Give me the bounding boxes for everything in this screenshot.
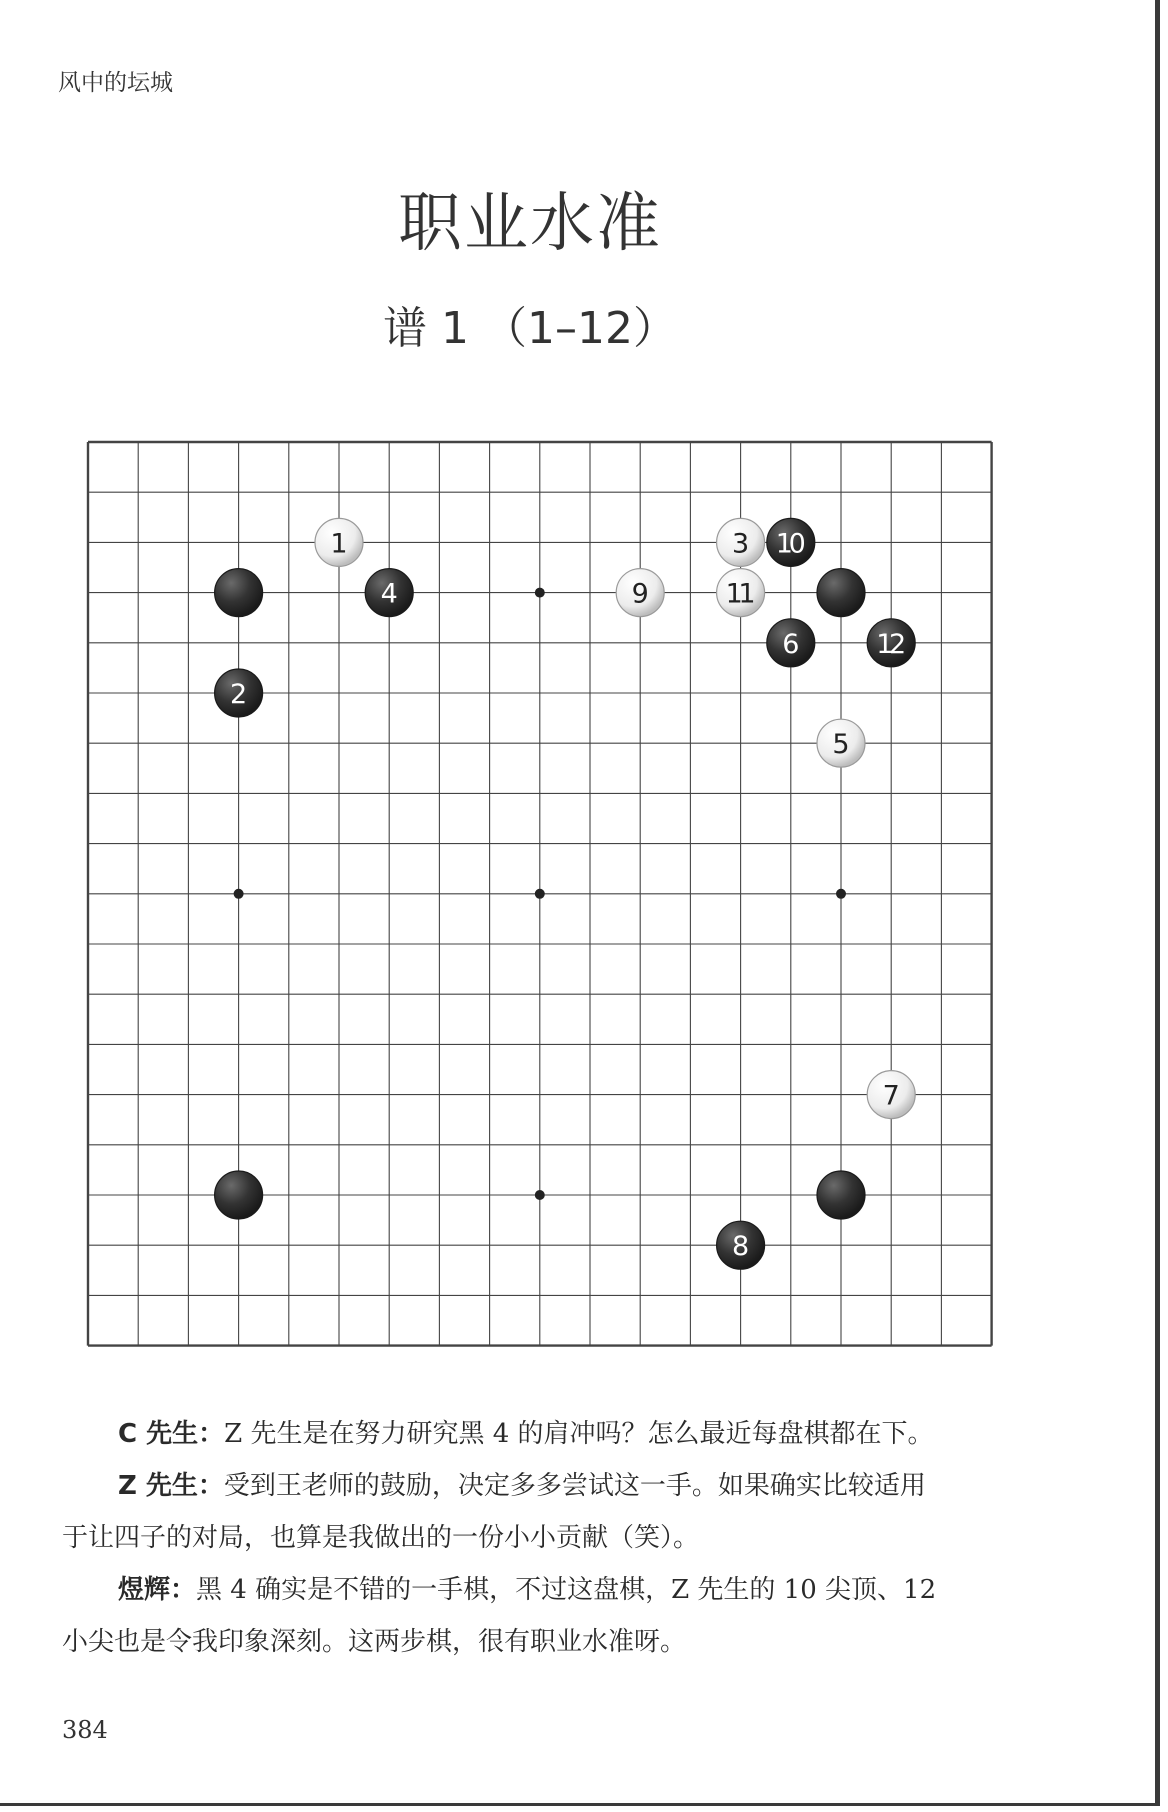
black-stone — [215, 569, 263, 617]
star-point — [535, 889, 545, 899]
black-stone-2 — [215, 669, 263, 717]
dialogue-line-3 — [62, 1564, 1022, 1616]
move-number: 4 — [380, 578, 398, 610]
star-point — [836, 889, 846, 899]
diagram-caption: 谱 1 （1–12） — [383, 303, 677, 354]
page-number: 384 — [62, 1716, 108, 1744]
speaker-yuhui: 煜辉： — [118, 1575, 197, 1605]
move-number: 7 — [882, 1080, 900, 1112]
white-stone-11 — [717, 569, 765, 617]
stone-disc — [215, 1171, 263, 1219]
white-stone-3 — [717, 518, 765, 566]
white-stone-7 — [867, 1071, 915, 1119]
move-number: 12 — [876, 628, 907, 660]
stone-disc — [215, 569, 263, 617]
dialogue-line-2-cont: 于让四子的对局，也算是我做出的一份小小贡献（笑）。 — [62, 1523, 700, 1553]
black-stone-4 — [365, 569, 413, 617]
white-stone-1 — [315, 518, 363, 566]
move-number: 3 — [732, 528, 750, 560]
move-number: 10 — [775, 528, 806, 560]
move-number: 1 — [330, 528, 348, 560]
star-point — [234, 889, 244, 899]
move-number: 2 — [230, 679, 248, 710]
page-title: 职业水准 — [398, 187, 662, 261]
dialogue-block — [62, 1408, 1022, 1668]
dialogue-text: 受到王老师的鼓励，决定多多尝试这一手。如果确实比较适用 — [223, 1471, 926, 1501]
dialogue-text: 黑 4 确实是不错的一手棋，不过这盘棋，Z 先生的 10 尖顶、12 — [196, 1575, 937, 1605]
black-stone-10 — [767, 518, 815, 566]
black-stone — [215, 1171, 263, 1219]
move-number: 9 — [631, 578, 649, 610]
black-stone-8 — [717, 1221, 765, 1269]
go-board-svg — [78, 432, 998, 1352]
stone-disc — [817, 1171, 865, 1219]
white-stone-5 — [817, 719, 865, 767]
move-number: 5 — [832, 729, 850, 761]
speaker-z: Z 先生： — [118, 1471, 224, 1501]
move-number: 11 — [725, 578, 756, 610]
move-number: 8 — [732, 1231, 750, 1263]
speaker-c: C 先生： — [118, 1419, 225, 1449]
running-header: 风中的坛城 — [58, 70, 173, 96]
dialogue-text: Z 先生是在努力研究黑 4 的肩冲吗？怎么最近每盘棋都在下。 — [224, 1419, 934, 1449]
star-point — [535, 1190, 545, 1200]
dialogue-line-2 — [62, 1460, 1022, 1512]
dialogue-line-3-cont: 小尖也是令我印象深刻。这两步棋，很有职业水准呀。 — [62, 1627, 687, 1657]
black-stone-12 — [867, 619, 915, 667]
black-stone — [817, 1171, 865, 1219]
move-number: 6 — [782, 628, 800, 660]
black-stone — [817, 569, 865, 617]
black-stone-6 — [767, 619, 815, 667]
white-stone-9 — [616, 569, 664, 617]
star-point — [535, 588, 545, 598]
go-board — [78, 432, 998, 1356]
dialogue-line-1 — [62, 1408, 1022, 1460]
stone-disc — [817, 569, 865, 617]
